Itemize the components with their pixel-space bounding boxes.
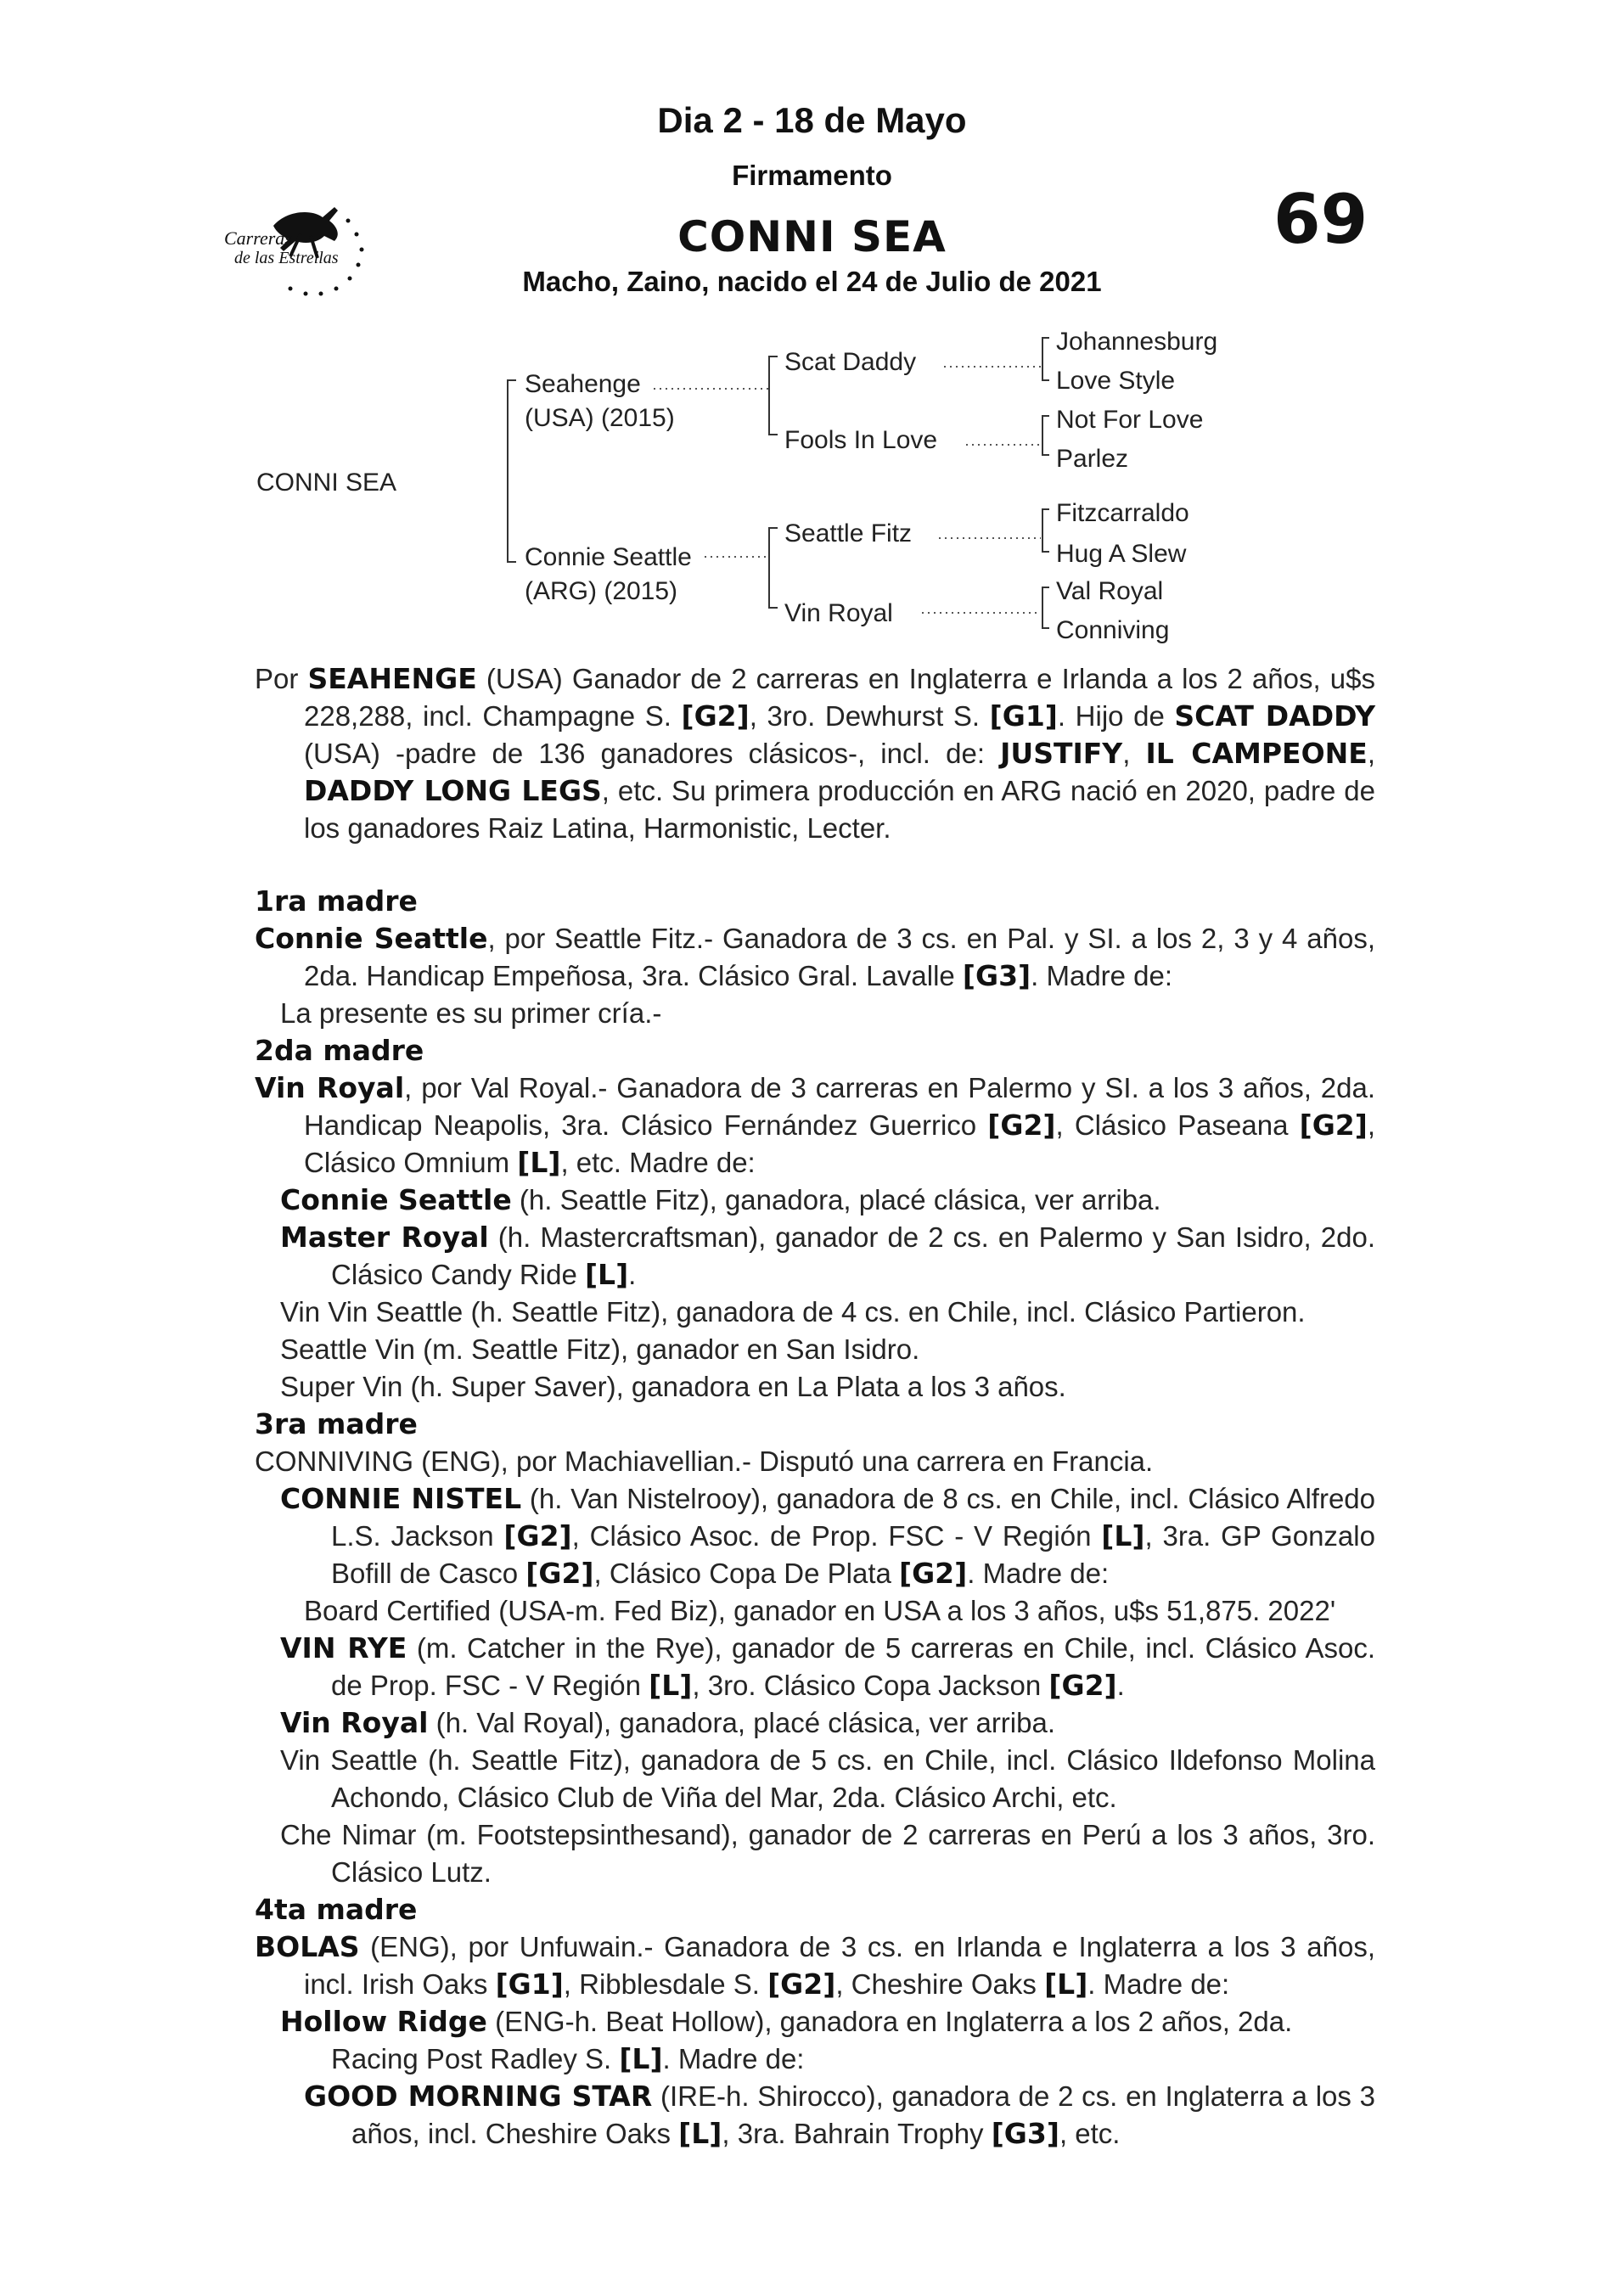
pedigree-lines	[0, 0, 1624, 679]
catalog-body	[255, 660, 1375, 2153]
fourth-dam-produce-1: Hollow Ridge (ENG-h. Beat Hollow), ganadora en Inglaterra a los 2 años, 2da. Racing Post Radley S. [L]. Madre de:	[280, 2005, 1293, 2075]
race-name: Firmamento	[732, 160, 892, 191]
pedigree-sire: Seahenge	[525, 370, 641, 398]
logo-text-2: de las Estrellas	[234, 249, 339, 267]
second-dam-produce-3: Vin Vin Seattle (h. Seattle Fitz), ganadora de 4 cs. en Chile, incl. Clásico Partieron.	[280, 1296, 1306, 1328]
pedigree-sdd: Parlez	[1056, 445, 1129, 473]
third-dam-produce-4: Vin Seattle (h. Seattle Fitz), ganadora de 5 cs. en Chile, incl. Clásico Ildefonso Molina Achondo, Clásico Club de Viña del Mar, 2da. Clásico Archi, etc.	[280, 1744, 1375, 1813]
pedigree-ssd: Love Style	[1056, 367, 1176, 395]
third-dam-entry: CONNIVING (ENG), por Machiavellian.- Disputó una carrera en Francia.	[255, 1446, 1154, 1477]
pedigree-dam-dam: Vin Royal	[784, 599, 893, 627]
horse-name: CONNI SEA	[677, 212, 947, 261]
second-dam-produce-1: Connie Seattle (h. Seattle Fitz), ganadora, placé clásica, ver arriba.	[280, 1183, 1161, 1216]
pedigree-sire-sire: Scat Daddy	[784, 348, 917, 376]
pedigree-dam-origin: (ARG) (2015)	[525, 577, 678, 605]
logo-text-1: Carreras	[224, 227, 292, 249]
sale-day: Dia 2 - 18 de Mayo	[657, 100, 967, 140]
third-dam-heading: 3ra madre	[255, 1407, 418, 1440]
pedigree-subject: CONNI SEA	[256, 469, 397, 497]
pedigree-dsd: Hug A Slew	[1056, 540, 1187, 568]
third-dam-grandproduce: Board Certified (USA-m. Fed Biz), ganador en USA a los 3 años, u$s 51,875. 2022'	[304, 1595, 1336, 1626]
pedigree-dss: Fitzcarraldo	[1056, 499, 1189, 527]
sire-paragraph: Por SEAHENGE (USA) Ganador de 2 carreras en Inglaterra e Irlanda a los 2 años, u$s 228,288, incl. Champagne S. [G2], 3ro. Dewhurst S. [G1]. Hijo de SCAT DADDY (USA) -padre de 136 ganadores clásicos-, incl. de: JUSTIFY, IL CAMPEONE, DADDY LONG LEGS, etc. Su primera producción en ARG nació en 2020, padre de los ganadores Raiz Latina, Harmonistic, Lecter.	[255, 662, 1375, 844]
pedigree-sire-dam: Fools In Love	[784, 426, 938, 454]
second-dam-produce-5: Super Vin (h. Super Saver), ganadora en La Plata a los 3 años.	[280, 1371, 1066, 1402]
third-dam-produce-2: VIN RYE (m. Catcher in the Rye), ganador de 5 carreras en Chile, incl. Clásico Asoc. de Prop. FSC - V Región [L], 3ro. Clásico Copa Jackson [G2].	[280, 1631, 1375, 1702]
third-dam-produce-3: Vin Royal (h. Val Royal), ganadora, placé clásica, ver arriba.	[280, 1706, 1056, 1739]
second-dam-produce-2: Master Royal (h. Mastercraftsman), ganador de 2 cs. en Palermo y San Isidro, 2do. Clásico Candy Ride [L].	[280, 1221, 1375, 1291]
third-dam-produce-5: Che Nimar (m. Footstepsinthesand), ganador de 2 carreras en Perú a los 3 años, 3ro. Clásico Lutz.	[280, 1819, 1375, 1888]
second-dam-produce-4: Seattle Vin (m. Seattle Fitz), ganador en San Isidro.	[280, 1333, 920, 1365]
fourth-dam-grandproduce: GOOD MORNING STAR (IRE-h. Shirocco), ganadora de 2 cs. en Inglaterra a los 3 años, incl. Cheshire Oaks [L], 3ra. Bahrain Trophy [G3], etc.	[304, 2080, 1375, 2150]
third-dam-produce-1: CONNIE NISTEL (h. Van Nistelrooy), ganadora de 8 cs. en Chile, incl. Clásico Alfredo L.S. Jackson [G2], Clásico Asoc. de Prop. FSC - V Región [L], 3ra. GP Gonzalo Bofill de Casco [G2], Clásico Copa De Plata [G2]. Madre de:	[280, 1482, 1376, 1590]
lot-number: 69	[1273, 180, 1368, 259]
first-dam-entry: Connie Seattle, por Seattle Fitz.- Ganadora de 3 cs. en Pal. y SI. a los 2, 3 y 4 años, 2da. Handicap Empeñosa, 3ra. Clásico Gral. Lavalle [G3]. Madre de:	[255, 922, 1375, 992]
pedigree-sds: Not For Love	[1056, 406, 1204, 434]
second-dam-entry: Vin Royal, por Val Royal.- Ganadora de 3 carreras en Palermo y SI. a los 3 años, 2da. Handicap Neapolis, 3ra. Clásico Fernández Guerrico [G2], Clásico Paseana [G2], Clásico Omnium [L], etc. Madre de:	[255, 1071, 1375, 1179]
fourth-dam-entry: BOLAS (ENG), por Unfuwain.- Ganadora de 3 cs. en Irlanda e Inglaterra a los 3 años, incl. Irish Oaks [G1], Ribblesdale S. [G2], Cheshire Oaks [L]. Madre de:	[255, 1930, 1375, 2001]
fourth-dam-heading: 4ta madre	[255, 1893, 418, 1926]
horse-description: Macho, Zaino, nacido el 24 de Julio de 2021	[522, 266, 1102, 297]
pedigree-sire-origin: (USA) (2015)	[525, 404, 675, 432]
pedigree-sss: Johannesburg	[1056, 328, 1218, 356]
pedigree-dam-sire: Seattle Fitz	[784, 519, 913, 547]
pedigree-dam: Connie Seattle	[525, 543, 692, 571]
second-dam-heading: 2da madre	[255, 1034, 424, 1067]
pedigree-dds: Val Royal	[1056, 577, 1164, 605]
first-dam-heading: 1ra madre	[255, 884, 418, 918]
first-dam-note: La presente es su primer cría.-	[280, 997, 662, 1029]
pedigree-ddd: Conniving	[1056, 616, 1170, 644]
